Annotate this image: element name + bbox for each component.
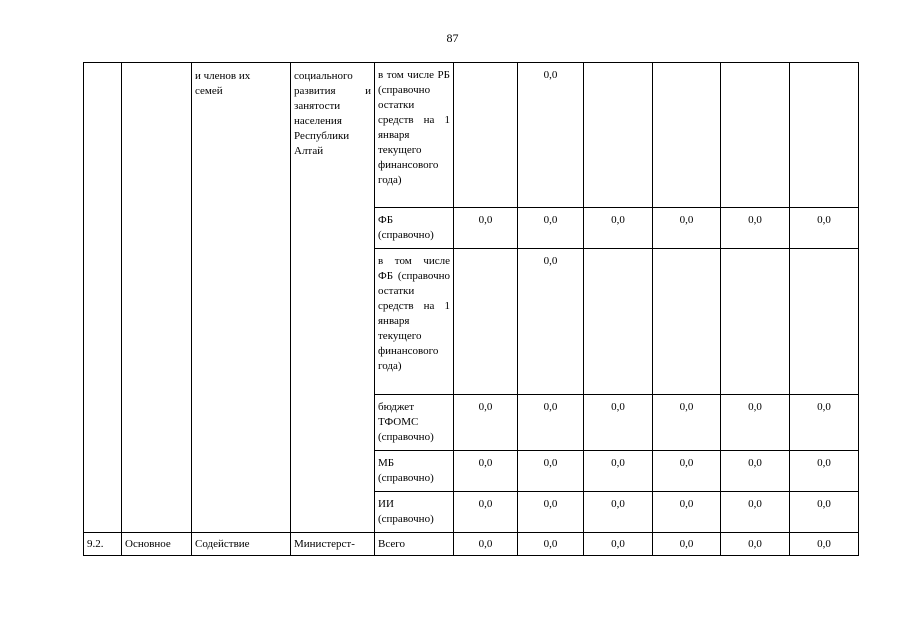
value-cell: 0,0 (584, 451, 653, 492)
value-cell: 0,0 (518, 208, 584, 249)
source-cell: Всего (375, 533, 454, 556)
value-cell: 0,0 (790, 395, 859, 451)
value-cell: 0,0 (721, 451, 790, 492)
value-cell (454, 249, 518, 395)
row-name: Содействие (192, 533, 291, 556)
value-cell: 0,0 (518, 451, 584, 492)
source-cell: МБ (справочно) (375, 451, 454, 492)
value-cell: 0,0 (653, 395, 721, 451)
value-cell: 0,0 (790, 492, 859, 533)
value-cell: 0,0 (518, 63, 584, 208)
value-cell: 0,0 (721, 208, 790, 249)
row-executor: Министерст- (291, 533, 375, 556)
source-cell: бюджет ТФОМС (справочно) (375, 395, 454, 451)
value-cell (653, 63, 721, 208)
name-line-1: и членов их (195, 70, 251, 82)
value-cell: 0,0 (518, 395, 584, 451)
row-type: Основное (122, 533, 192, 556)
value-cell: 0,0 (454, 395, 518, 451)
executor-cell: социального развития и занятости населения Республики Алтай (291, 63, 375, 533)
source-cell: в том числе ФБ (справочно остатки средств на 1 января текущего финансового года) (375, 249, 454, 395)
type-cell (122, 63, 192, 533)
source-cell: ИИ (справочно) (375, 492, 454, 533)
value-cell (454, 63, 518, 208)
number-cell (84, 63, 122, 533)
source-cell: ФБ (справочно) (375, 208, 454, 249)
value-cell: 0,0 (790, 533, 859, 556)
budget-table (83, 62, 859, 556)
value-cell: 0,0 (518, 492, 584, 533)
value-cell: 0,0 (653, 492, 721, 533)
value-cell: 0,0 (721, 492, 790, 533)
row-number: 9.2. (84, 533, 122, 556)
value-cell: 0,0 (721, 533, 790, 556)
value-cell: 0,0 (454, 533, 518, 556)
value-cell (790, 63, 859, 208)
source-cell: в том числе РБ (справочно остатки средств на 1 января текущего финансового года) (375, 63, 454, 208)
value-cell: 0,0 (790, 208, 859, 249)
value-cell: 0,0 (653, 533, 721, 556)
value-cell: 0,0 (721, 395, 790, 451)
value-cell: 0,0 (518, 249, 584, 395)
table-row (84, 63, 859, 208)
value-cell: 0,0 (518, 533, 584, 556)
value-cell: 0,0 (653, 208, 721, 249)
value-cell (721, 249, 790, 395)
value-cell: 0,0 (454, 451, 518, 492)
value-cell (584, 249, 653, 395)
value-cell: 0,0 (584, 208, 653, 249)
value-cell (721, 63, 790, 208)
page-number: 87 (446, 31, 459, 45)
table-row (84, 533, 859, 556)
value-cell: 0,0 (454, 208, 518, 249)
value-cell (790, 249, 859, 395)
name-cell (192, 63, 291, 533)
value-cell: 0,0 (454, 492, 518, 533)
value-cell (653, 249, 721, 395)
value-cell: 0,0 (584, 395, 653, 451)
value-cell (584, 63, 653, 208)
value-cell: 0,0 (584, 533, 653, 556)
value-cell: 0,0 (584, 492, 653, 533)
value-cell: 0,0 (653, 451, 721, 492)
name-line-2: семей (195, 85, 223, 97)
value-cell: 0,0 (790, 451, 859, 492)
